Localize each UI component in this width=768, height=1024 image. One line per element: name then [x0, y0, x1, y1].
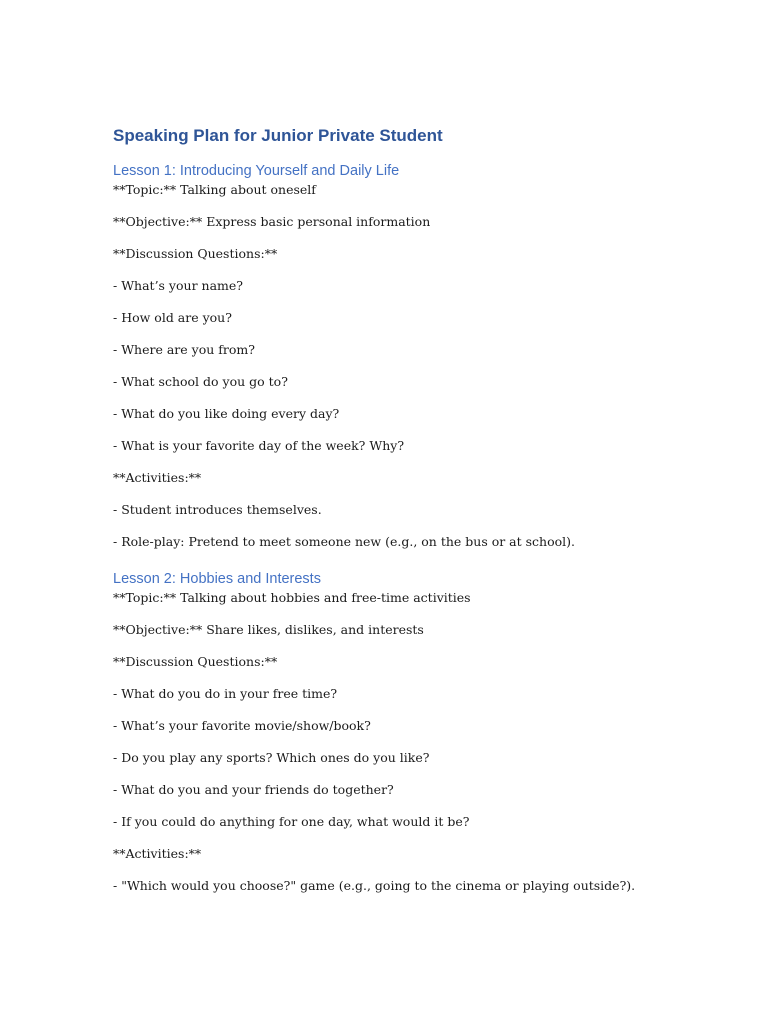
lesson-1-activity: - Student introduces themselves.: [113, 502, 322, 517]
lesson-1-activities-label: **Activities:**: [113, 470, 202, 485]
lesson-1-question: - Where are you from?: [113, 342, 255, 357]
lesson-1-activity: - Role-play: Pretend to meet someone new (e.g., on the bus or at school).: [113, 534, 575, 549]
lesson-1-question: - What’s your name?: [113, 278, 243, 293]
document-body: [113, 124, 713, 895]
lesson-2-body: [113, 589, 713, 895]
lesson-2-topic: **Topic:** Talking about hobbies and free-time activities: [113, 590, 471, 605]
lesson-2-question: - What do you and your friends do together?: [113, 782, 394, 797]
lesson-1-questions-label: **Discussion Questions:**: [113, 246, 278, 261]
lesson-1-body: [113, 181, 713, 551]
lesson-2-question: - What do you do in your free time?: [113, 686, 338, 701]
lesson-1-question: - What school do you go to?: [113, 374, 288, 389]
lesson-1-question: - What do you like doing every day?: [113, 406, 340, 421]
lesson-2-activities-label: **Activities:**: [113, 846, 202, 861]
document-title: Speaking Plan for Junior Private Student: [113, 126, 443, 145]
lesson-1-heading: Lesson 1: Introducing Yourself and Daily Life: [113, 163, 400, 179]
lesson-1-question: - What is your favorite day of the week? Why?: [113, 438, 405, 453]
lesson-2-activity: - "Which would you choose?" game (e.g., going to the cinema or playing outside?).: [113, 878, 636, 893]
lesson-2-heading: Lesson 2: Hobbies and Interests: [113, 571, 321, 587]
lesson-2-question: - Do you play any sports? Which ones do you like?: [113, 750, 430, 765]
lesson-1-question: - How old are you?: [113, 310, 232, 325]
lesson-2-objective: **Objective:** Share likes, dislikes, and interests: [113, 622, 424, 637]
lesson-2-questions-label: **Discussion Questions:**: [113, 654, 278, 669]
lesson-1-objective: **Objective:** Express basic personal information: [113, 214, 431, 229]
lesson-1-topic: **Topic:** Talking about oneself: [113, 182, 316, 197]
lesson-2-question: - What’s your favorite movie/show/book?: [113, 718, 371, 733]
lesson-2-question: - If you could do anything for one day, what would it be?: [113, 814, 470, 829]
